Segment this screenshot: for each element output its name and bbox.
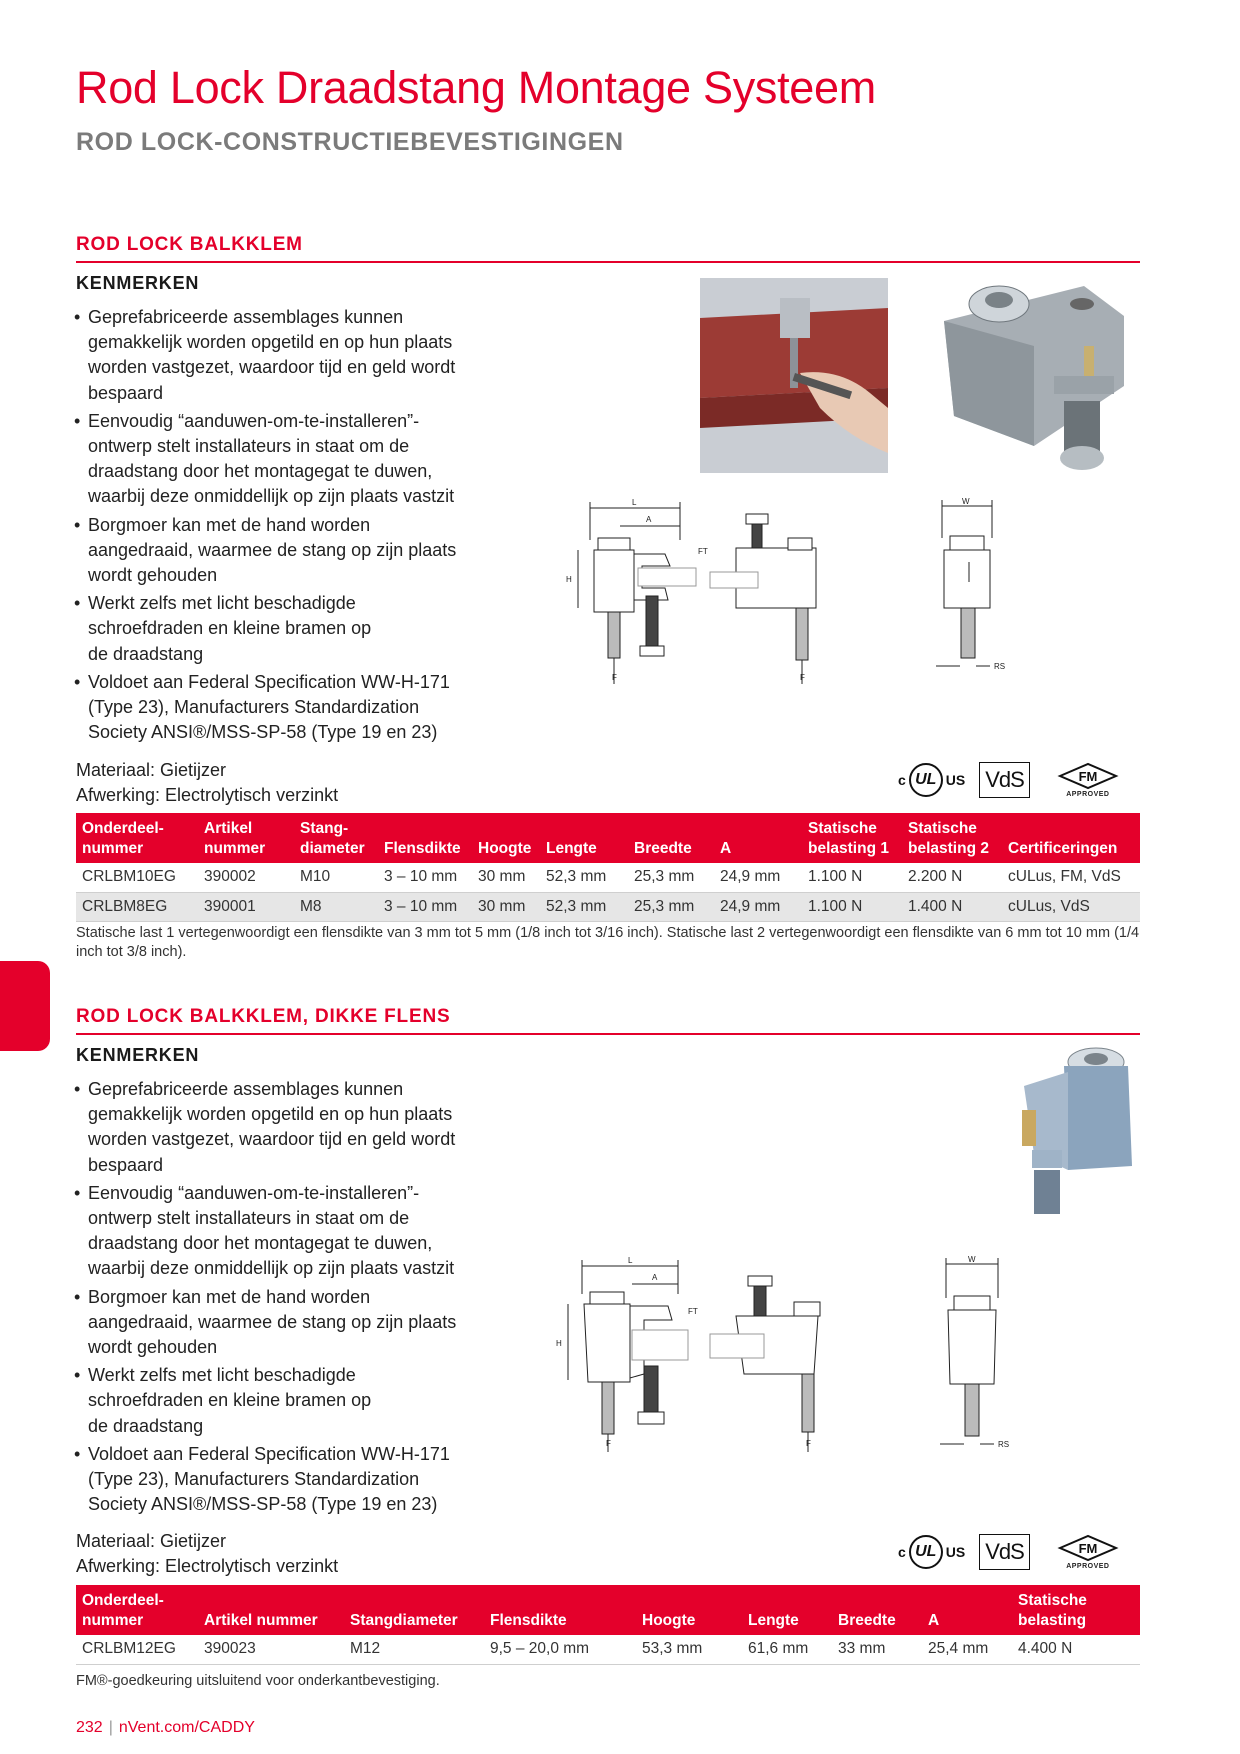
fm-approved-logo: FM APPROVED xyxy=(1054,762,1122,798)
section2-cert-logos xyxy=(898,1534,1122,1570)
dim-label-L: L xyxy=(632,498,637,507)
col-lengte: Lengte xyxy=(540,813,628,863)
section1-rule xyxy=(76,261,1140,263)
table-row: CRLBM12EG 390023 M12 9,5 – 20,0 mm 53,3 mm 61,6 mm 33 mm 25,4 mm 4.400 N xyxy=(76,1635,1140,1664)
page-number: 232 xyxy=(76,1719,103,1736)
feature-item: • Borgmoer kan met de hand worden aangedraaid, waarmee de stang op zijn plaats wordt gehouden xyxy=(74,1285,474,1361)
feature-item: • Voldoet aan Federal Specification WW-H-171 (Type 23), Manufacturers Standardization Society ANSI®/MSS-SP-58 (Type 19 en 23) xyxy=(74,1442,474,1518)
feature-item: • Geprefabriceerde assemblages kunnen gemakkelijk worden opgetild en op hun plaats worden vastgezet, waardoor tijd en geld wordt bespaard xyxy=(74,305,474,406)
svg-text:FM: FM xyxy=(1078,1541,1098,1556)
col-onderdeelnummer: Onderdeel- nummer xyxy=(76,813,198,863)
col-artikelnummer: Artikel nummer xyxy=(198,1585,344,1635)
col-stangdiameter: Stang- diameter xyxy=(294,813,378,863)
feature-item: • Eenvoudig “aanduwen-om-te-installeren”-ontwerp stelt installateurs in staat om de draadstang door het montagegat te duwen, waarbij deze onmiddellijk op zijn plaats vastzit xyxy=(74,1181,474,1282)
cul-us-logo: c UL US xyxy=(898,763,965,797)
svg-text:F: F xyxy=(800,673,805,682)
section1-technical-drawing xyxy=(560,496,1140,696)
section2-spec-table xyxy=(76,1585,1140,1665)
col-onderdeelnummer: Onderdeel- nummer xyxy=(76,1585,198,1635)
thick-flange-clamp-photo xyxy=(1004,1046,1136,1218)
dim-label-H: H xyxy=(566,575,572,584)
svg-text:F: F xyxy=(606,1439,611,1448)
finish-line: Afwerking: Electrolytisch verzinkt xyxy=(76,1556,339,1576)
feature-item: • Eenvoudig “aanduwen-om-te-installeren”-ontwerp stelt installateurs in staat om de draadstang door het montagegat te duwen, waarbij deze onmiddellijk op zijn plaats vastzit xyxy=(74,409,474,510)
svg-text:H: H xyxy=(556,1339,562,1348)
col-hoogte: Hoogte xyxy=(636,1585,742,1635)
feature-item: • Borgmoer kan met de hand worden aangedraaid, waarmee de stang op zijn plaats wordt gehouden xyxy=(74,513,474,589)
vds-logo: VdS xyxy=(979,1534,1030,1570)
section1-footnote: Statische last 1 vertegenwoordigt een flensdikte van 3 mm tot 5 mm (1/8 inch tot 3/16 inch). Statische last 2 vertegenwoordigt een flensdikte van 6 mm tot 10 mm (1/4 inch tot 3/8 inch). xyxy=(76,925,1140,960)
table-header-row xyxy=(76,1585,1140,1635)
section1-features-list xyxy=(74,305,474,748)
section2-title: ROD LOCK BALKKLEM, DIKKE FLENS xyxy=(76,1006,451,1027)
col-statische-belasting: Statische belasting xyxy=(1012,1585,1140,1635)
col-flensdikte: Flensdikte xyxy=(378,813,472,863)
dim-label-FT: FT xyxy=(698,547,708,556)
dim-label-F: F xyxy=(612,673,617,682)
page-title: Rod Lock Draadstang Montage Systeem xyxy=(76,62,876,113)
col-artikelnummer: Artikel nummer xyxy=(198,813,294,863)
svg-text:W: W xyxy=(968,1255,976,1264)
section2-features-heading: KENMERKEN xyxy=(76,1045,200,1065)
cul-us-logo: c UL US xyxy=(898,1535,965,1569)
section2-rule xyxy=(76,1033,1140,1035)
section1-material xyxy=(76,758,338,808)
feature-item: • Voldoet aan Federal Specification WW-H-171 (Type 23), Manufacturers Standardization Society ANSI®/MSS-SP-58 (Type 19 en 23) xyxy=(74,670,474,746)
fm-approved-logo: FM APPROVED xyxy=(1054,1534,1122,1570)
col-a: A xyxy=(922,1585,1012,1635)
section1-spec-table xyxy=(76,813,1140,922)
dim-label-W: W xyxy=(962,497,970,506)
section2-features-list xyxy=(74,1077,474,1520)
feature-item: • Geprefabriceerde assemblages kunnen gemakkelijk worden opgetild en op hun plaats worden vastgezet, waardoor tijd en geld wordt bespaard xyxy=(74,1077,474,1178)
page-subtitle: ROD LOCK-CONSTRUCTIEBEVESTIGINGEN xyxy=(76,128,624,156)
svg-text:L: L xyxy=(628,1256,633,1265)
col-statische-belasting-2: Statische belasting 2 xyxy=(902,813,1002,863)
col-statische-belasting-1: Statische belasting 1 xyxy=(802,813,902,863)
feature-item: • Werkt zelfs met licht beschadigde schroefdraden en kleine bramen op de draadstang xyxy=(74,591,374,667)
feature-item: • Werkt zelfs met licht beschadigde schroefdraden en kleine bramen op de draadstang xyxy=(74,1363,374,1439)
material-line: Materiaal: Gietijzer xyxy=(76,760,227,780)
col-breedte: Breedte xyxy=(832,1585,922,1635)
svg-text:A: A xyxy=(652,1273,658,1282)
table-row: CRLBM10EG 390002 M10 3 – 10 mm 30 mm 52,3 mm 25,3 mm 24,9 mm 1.100 N 2.200 N cULus, FM, VdS xyxy=(76,863,1140,892)
dim-label-RS: RS xyxy=(994,662,1006,671)
dim-label-A: A xyxy=(646,515,652,524)
chapter-side-tab xyxy=(0,961,50,1051)
col-certificeringen: Certificeringen xyxy=(1002,813,1140,863)
finish-line: Afwerking: Electrolytisch verzinkt xyxy=(76,785,339,805)
svg-text:FT: FT xyxy=(688,1307,698,1316)
page-footer: 232 | nVent.com/CADDY xyxy=(76,1719,255,1736)
section2-footnote: FM®-goedkeuring uitsluitend voor onderkantbevestiging. xyxy=(76,1673,440,1689)
col-stangdiameter: Stangdiameter xyxy=(344,1585,484,1635)
footer-site-link[interactable]: nVent.com/CADDY xyxy=(118,1719,255,1736)
svg-text:FM: FM xyxy=(1078,769,1098,784)
section2-material xyxy=(76,1529,338,1579)
installation-photo xyxy=(700,278,888,473)
svg-text:F: F xyxy=(806,1439,811,1448)
section1-title: ROD LOCK BALKKLEM xyxy=(76,234,303,255)
col-breedte: Breedte xyxy=(628,813,714,863)
table-row: CRLBM8EG 390001 M8 3 – 10 mm 30 mm 52,3 mm 25,3 mm 24,9 mm 1.100 N 1.400 N cULus, VdS xyxy=(76,892,1140,921)
beam-clamp-photo xyxy=(934,276,1134,476)
col-lengte: Lengte xyxy=(742,1585,832,1635)
vds-logo: VdS xyxy=(979,762,1030,798)
col-flensdikte: Flensdikte xyxy=(484,1585,636,1635)
section1-features-heading: KENMERKEN xyxy=(76,273,200,293)
section1-cert-logos xyxy=(898,762,1122,798)
section2-technical-drawing xyxy=(548,1254,1140,1464)
material-line: Materiaal: Gietijzer xyxy=(76,1531,227,1551)
table-header-row xyxy=(76,813,1140,863)
col-hoogte: Hoogte xyxy=(472,813,540,863)
svg-text:RS: RS xyxy=(998,1440,1010,1449)
col-a: A xyxy=(714,813,802,863)
